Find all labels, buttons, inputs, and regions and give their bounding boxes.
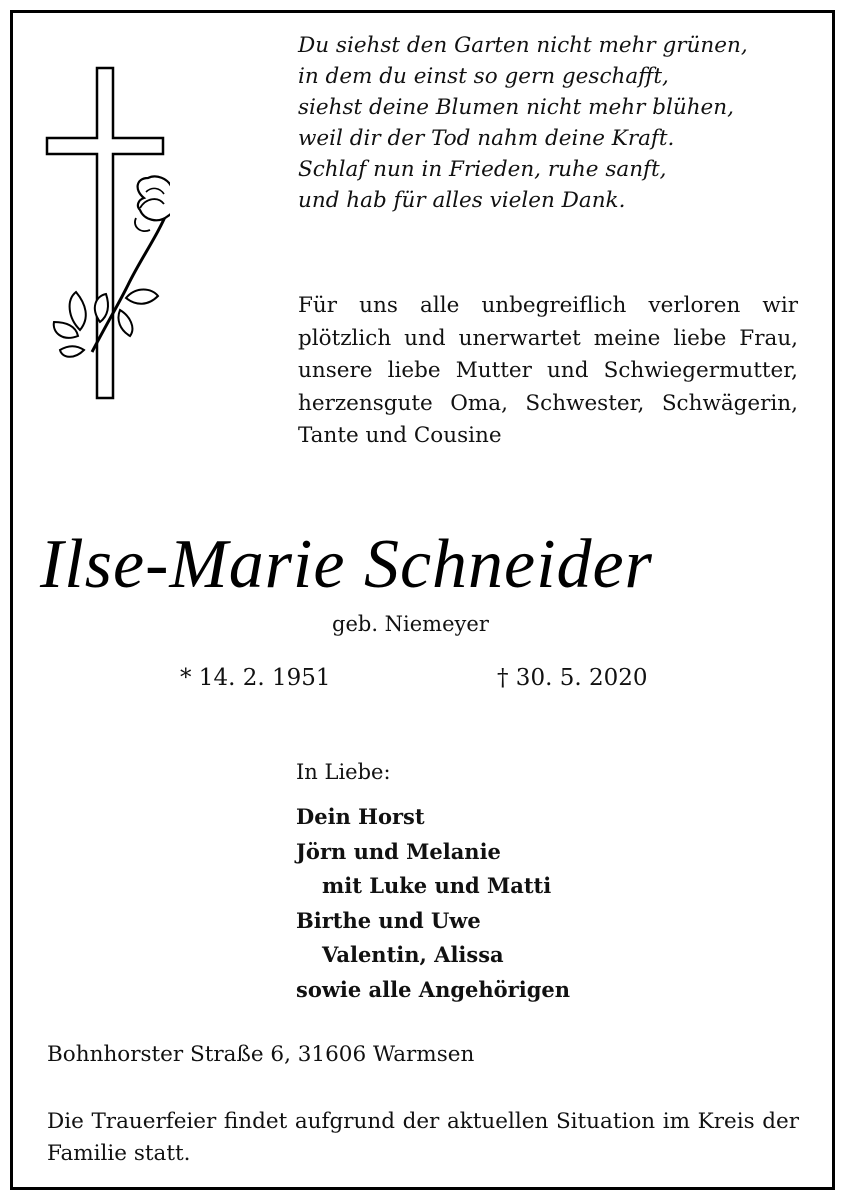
poem-line: weil dir der Tod nahm deine Kraft.: [298, 126, 675, 151]
mourner-item: Valentin, Alissa: [322, 942, 504, 967]
poem-line: Schlaf nun in Frieden, ruhe sanft,: [298, 157, 667, 182]
death-date: † 30. 5. 2020: [497, 665, 648, 691]
birth-date: * 14. 2. 1951: [180, 665, 331, 691]
poem: [298, 30, 818, 216]
mourners-intro: In Liebe:: [296, 760, 391, 784]
funeral-note: Die Trauerfeier findet aufgrund der aktuellen Situation im Kreis der Familie statt.: [47, 1109, 799, 1166]
poem-line: Du siehst den Garten nicht mehr grünen,: [298, 33, 748, 58]
mourner-item: Dein Horst: [296, 804, 425, 829]
mourner-item: mit Luke und Matti: [322, 873, 552, 898]
mourner-item: sowie alle Angehörigen: [296, 976, 571, 1002]
deceased-name: Ilse-Marie Schneider: [40, 526, 653, 603]
address: Bohnhorster Straße 6, 31606 Warmsen: [47, 1042, 475, 1067]
mourner-item: Jörn und Melanie: [296, 838, 501, 864]
poem-line: siehst deine Blumen nicht mehr blühen,: [298, 95, 734, 120]
intro-text: Für uns alle unbegreiflich verloren wir plötzlich und unerwartet meine liebe Frau, unsere liebe Mutter und Schwiegermutter, herzensgute Oma, Schwester, Schwägerin, Tante und Cousine: [298, 293, 798, 448]
poem-line: und hab für alles vielen Dank.: [298, 188, 626, 213]
mourner-list: [296, 800, 570, 1007]
cross-with-rose-icon: [40, 60, 170, 410]
maiden-name: geb. Niemeyer: [332, 612, 489, 636]
poem-line: in dem du einst so gern geschafft,: [298, 64, 669, 89]
mourner-item: Birthe und Uwe: [296, 907, 481, 933]
